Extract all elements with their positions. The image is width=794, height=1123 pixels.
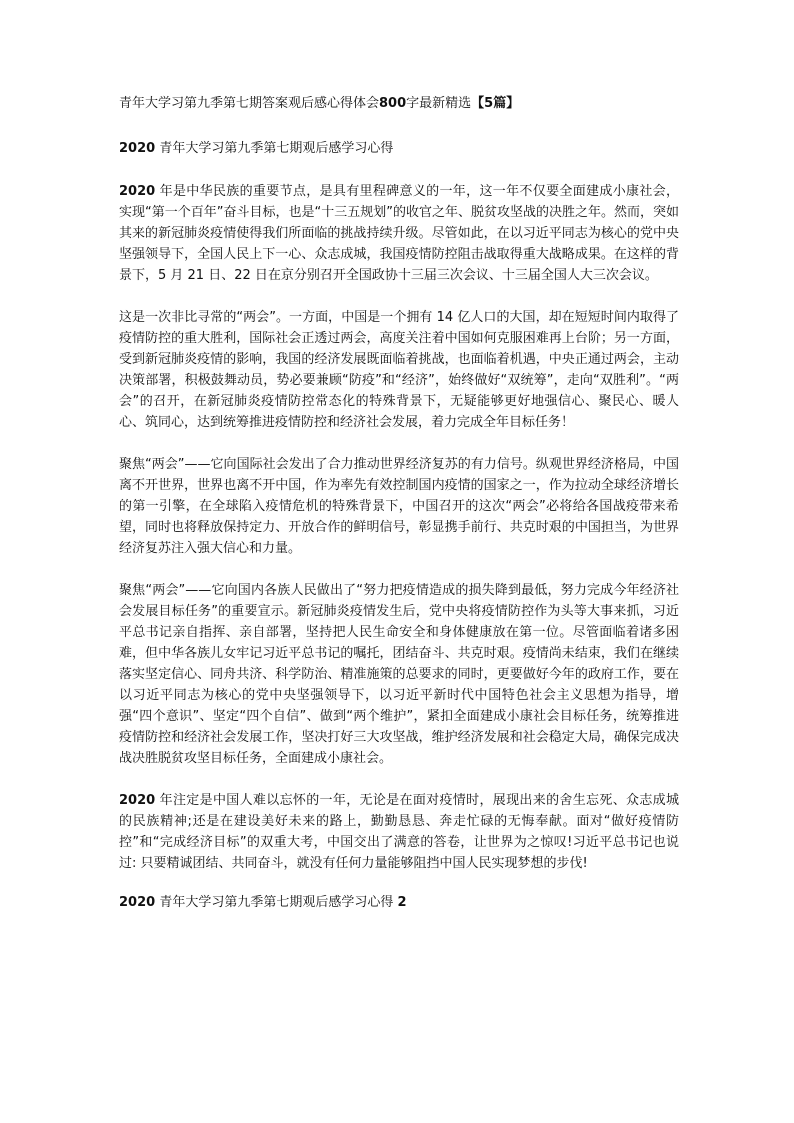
paragraph-lead: 2020 bbox=[119, 184, 156, 199]
document-page bbox=[119, 96, 679, 911]
section-heading-year: 2020 bbox=[119, 141, 156, 156]
section-heading-number: 2 bbox=[397, 895, 407, 910]
paragraph-text: 聚焦“两会”——它向国内各族人民做出了“努力把疫情造成的损失降到最低，努力完成今年经济社会发展目标任务”的重要宣示。新冠肺炎疫情发生后，党中央将疫情防控作为头等大事来抓，习近平总书记亲自指挥、亲自部署，坚持把人民生命安全和身体健康放在第一位。尽管面临着诸多困难，但中华各族儿女牢记习近平总书记的嘱托，团结奋斗、共克时艰。疫情尚未结束，我们在继续落实坚定信心、同舟共济、科学防治、精准施策的总要求的同时，更要做好今年的政府工作，要在以习近平同志为核心的党中央坚强领导下，以习近平新时代中国特色社会主义思想为指导，增强“四个意识”、坚定“四个自信”、做到“两个维护”，紧扣全面建成小康社会目标任务，统筹推进疫情防控和经济社会发展工作，坚决打好三大攻坚战，维护经济发展和社会稳定大局，确保完成决战决胜脱贫攻坚目标任务，全面建成小康社会。 bbox=[119, 583, 679, 766]
paragraph-text: 这是一次非比寻常的“两会”。一方面，中国是一个拥有 14 亿人口的大国，却在短短时间内取得了疫情防控的重大胜利，国际社会正透过两会，高度关注着中国如何克服困难再上台阶；另一方面，受到新冠肺炎疫情的影响，我国的经济发展既面临着挑战，也面临着机遇，中央正通过两会，主动决策部署，积极鼓舞动员，势必要兼顾“防疫”和“经济”，始终做好“双统筹”，走向“双胜利”。“两会”的召开，在新冠肺炎疫情防控常态化的特殊背景下，无疑能够更好地强信心、聚民心、暖人心、筑同心，达到统筹推进疫情防控和经济社会发展，着力完成全年目标任务！ bbox=[119, 310, 679, 430]
section-heading-1 bbox=[119, 141, 679, 157]
title-prefix: 青年大学习第九季第七期答案观后感心得体会 bbox=[119, 96, 380, 111]
section-heading-text: 青年大学习第九季第七期观后感学习心得 bbox=[159, 895, 394, 910]
paragraph-text: 年是中华民族的重要节点，是具有里程碑意义的一年，这一年不仅要全面建成小康社会，实现“第一个百年”奋斗目标，也是“十三五规划”的收官之年、脱贫攻坚战的决胜之年。然而，突如其来的新冠肺炎疫情使得我们所面临的挑战持续升级。尽管如此，在以习近平同志为核心的党中央坚强领导下，全国人民上下一心、众志成城，我国疫情防控阻击战取得重大战略成果。在这样的背景下，5 月 21 日、22 日在京分别召开全国政协十三届三次会议、十三届全国人大三次会议。 bbox=[119, 184, 679, 283]
title-number: 800 bbox=[379, 96, 407, 111]
section-heading-year: 2020 bbox=[119, 895, 156, 910]
title-bracket: 【5篇】 bbox=[471, 96, 520, 111]
title-middle: 字最新精选 bbox=[406, 96, 472, 111]
section-heading-text: 青年大学习第九季第七期观后感学习心得 bbox=[159, 141, 394, 156]
paragraph-3 bbox=[119, 454, 679, 559]
section-heading-2 bbox=[119, 895, 679, 911]
paragraph-5 bbox=[119, 790, 679, 874]
paragraph-lead: 2020 bbox=[119, 793, 156, 808]
paragraph-text: 年注定是中国人难以忘怀的一年，无论是在面对疫情时，展现出来的舍生忘死、众志成城的民族精神;还是在建设美好未来的路上，勤勤恳恳、奔走忙碌的无悔奉献。面对“做好疫情防控”和“完成经济目标”的双重大考，中国交出了满意的答卷，让世界为之惊叹!习近平总书记也说过: 只要精诚团结、共同奋斗，就没有任何力量能够阻挡中国人民实现梦想的步伐! bbox=[119, 793, 679, 871]
paragraph-text: 聚焦“两会”——它向国际社会发出了合力推动世界经济复苏的有力信号。纵观世界经济格局，中国离不开世界，世界也离不开中国，作为率先有效控制国内疫情的国家之一，作为拉动全球经济增长的第一引擎，在全球陷入疫情危机的特殊背景下，中国召开的这次“两会”必将给各国战疫带来希望，同时也将释放保持定力、开放合作的鲜明信号，彰显携手前行、共克时艰的中国担当，为世界经济复苏注入强大信心和力量。 bbox=[119, 457, 679, 556]
paragraph-4 bbox=[119, 580, 679, 769]
paragraph-2 bbox=[119, 307, 679, 433]
document-title bbox=[119, 96, 679, 112]
paragraph-1 bbox=[119, 181, 679, 286]
